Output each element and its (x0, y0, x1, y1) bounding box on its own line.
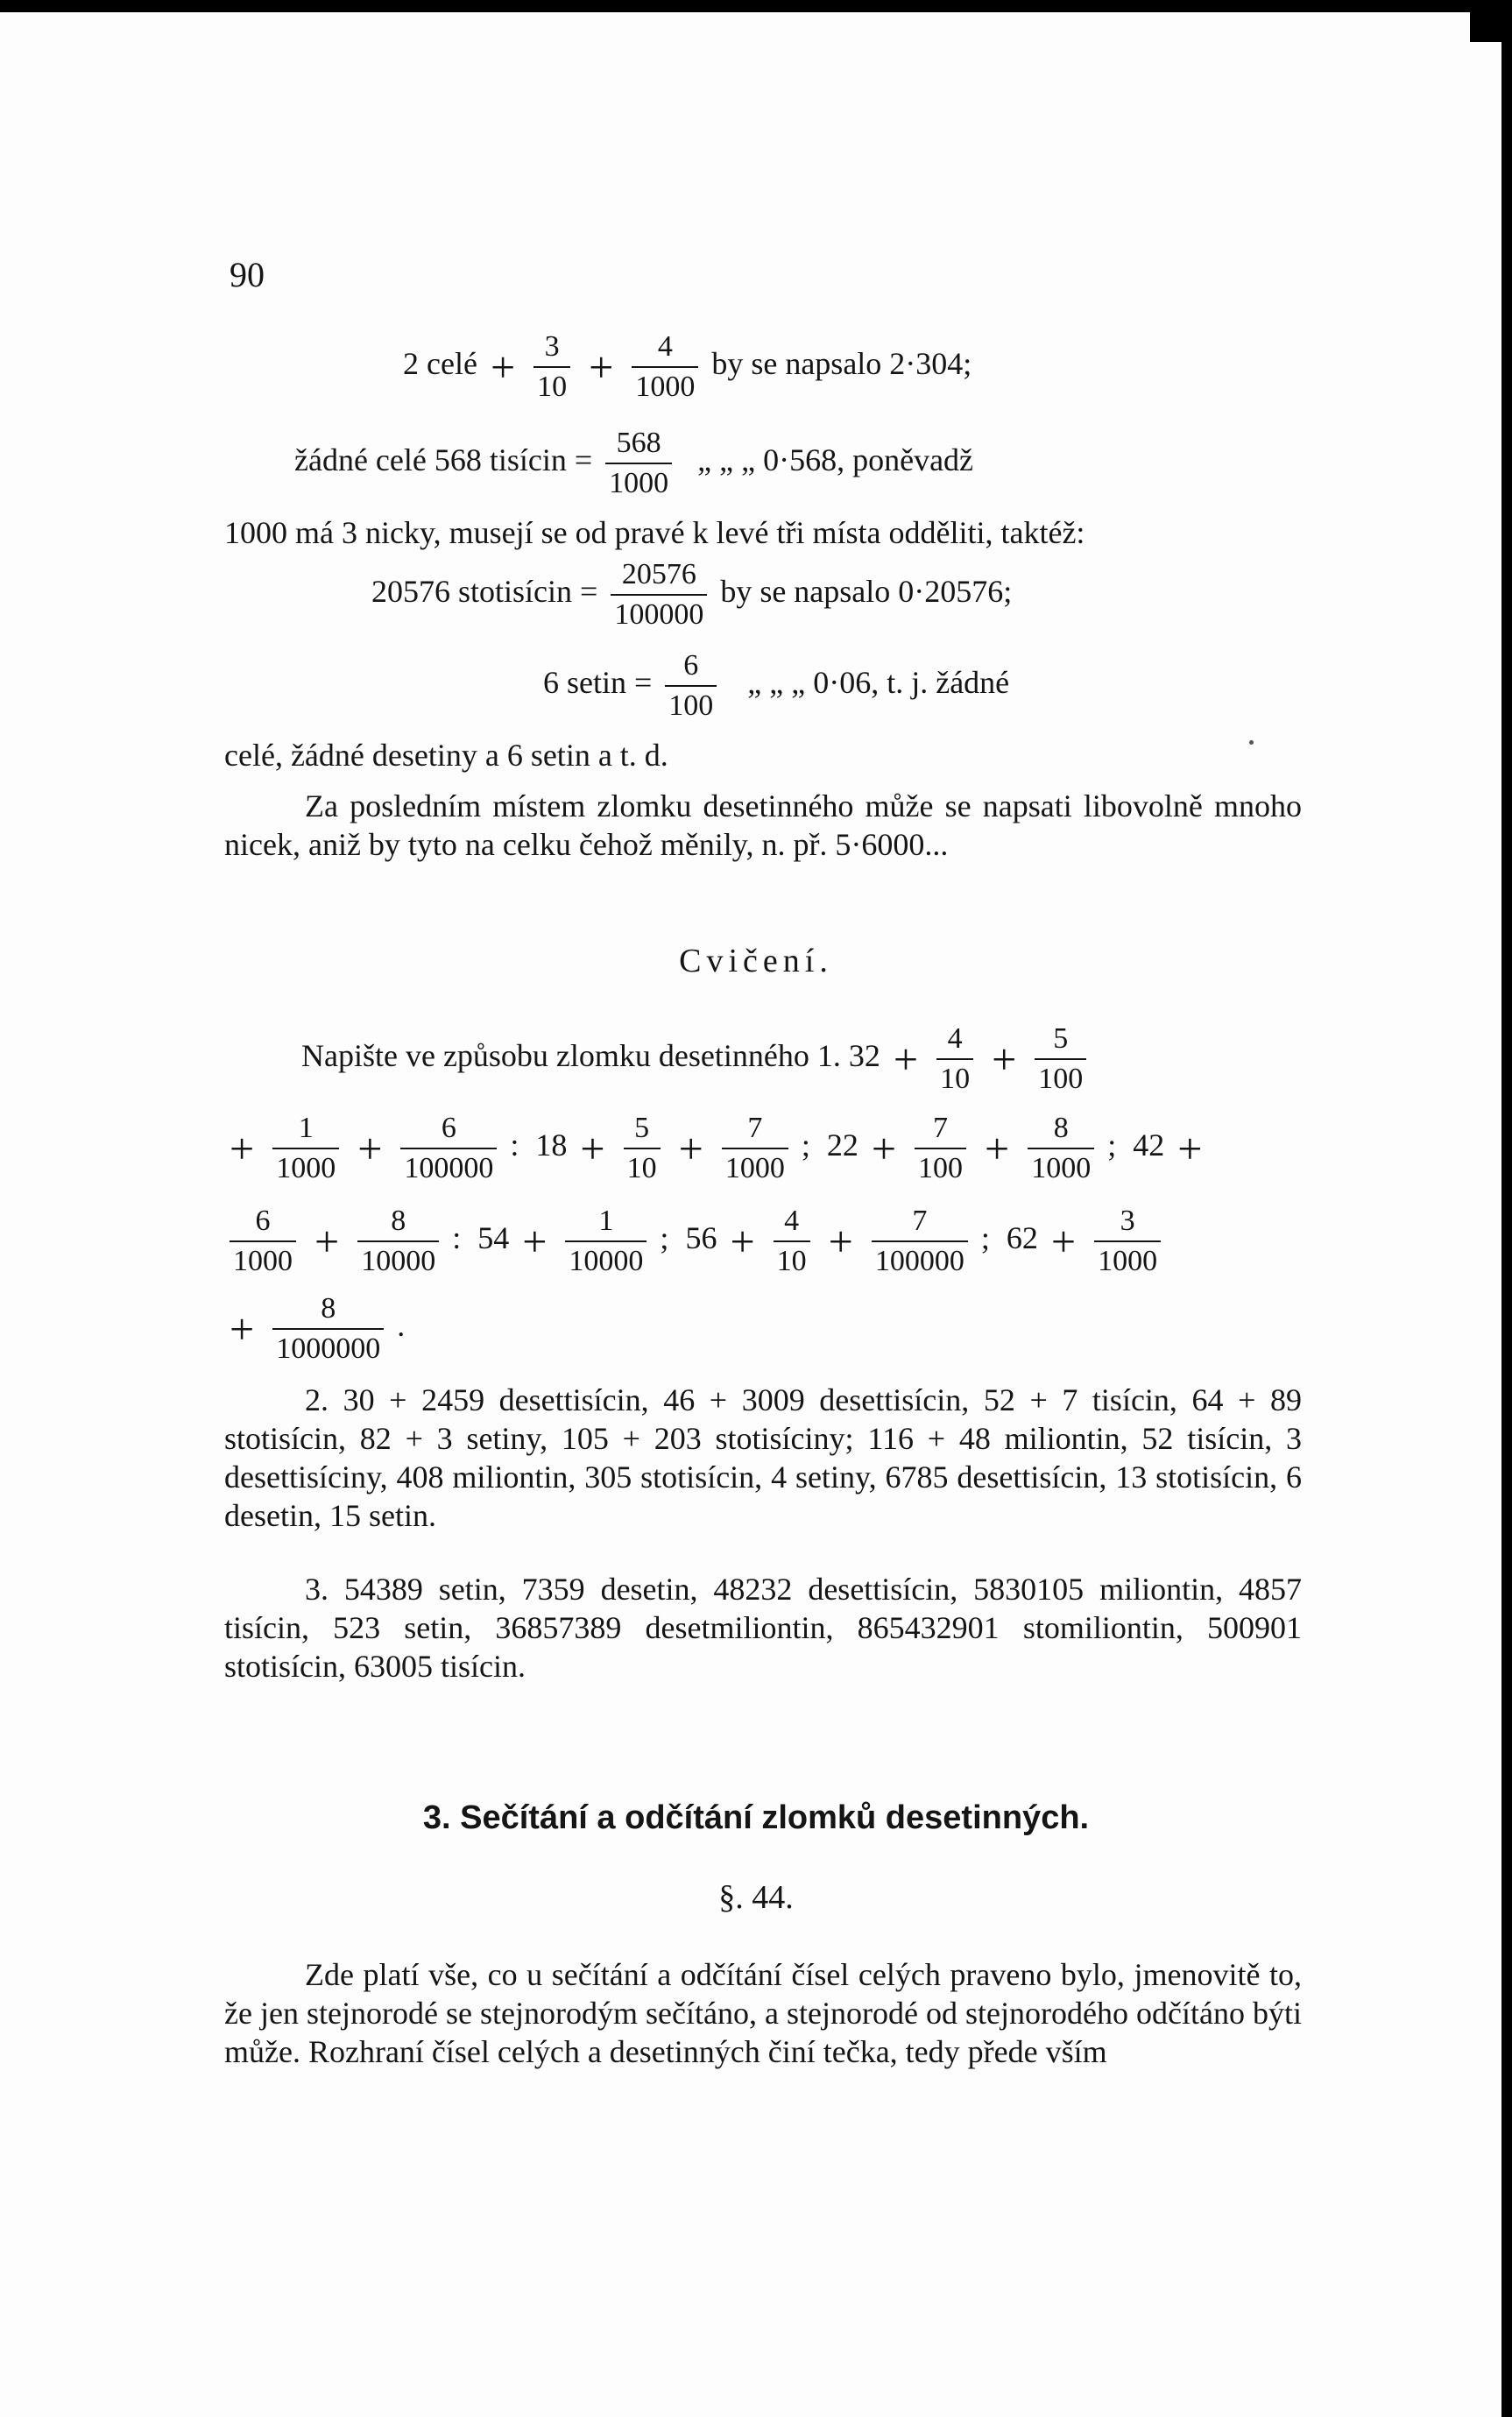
fraction (632, 331, 698, 402)
text: žádné celé 568 tisícin = (294, 442, 593, 477)
fraction (872, 1205, 968, 1276)
denominator: 10000 (565, 1240, 646, 1277)
plus-sign: + (490, 342, 516, 392)
plus-sign: + (985, 1123, 1010, 1173)
period: . (397, 1307, 406, 1343)
denominator: 100 (915, 1148, 966, 1184)
plus-sign: + (357, 1123, 383, 1173)
numerator: 6 (683, 649, 699, 682)
fraction (533, 331, 570, 402)
semicolon: ; (801, 1127, 810, 1163)
plus-sign: + (730, 1216, 755, 1266)
plus-sign: + (828, 1216, 853, 1266)
numerator: 6 (255, 1205, 271, 1237)
fraction (400, 1113, 497, 1184)
fraction (774, 1205, 810, 1276)
denominator: 1000 (1094, 1240, 1161, 1277)
section-heading: 3. Sečítání a odčítání zlomků desetinných. (422, 1799, 1090, 1836)
fraction (230, 1205, 296, 1276)
semicolon: ; (1107, 1127, 1117, 1163)
paragraph-number: §. 44. (718, 1879, 794, 1916)
numerator: 4 (784, 1205, 800, 1237)
scan-border-top (0, 0, 1512, 12)
text: 6 setin = (543, 664, 653, 700)
numerator: 7 (747, 1112, 763, 1144)
denominator: 100 (665, 685, 717, 722)
number: 56 (685, 1219, 717, 1255)
example-line-5 (543, 650, 1009, 721)
fraction (1094, 1205, 1161, 1276)
denominator: 1000 (230, 1240, 296, 1277)
numerator: 4 (947, 1022, 963, 1055)
numerator: 3 (544, 330, 560, 363)
numerator: 1 (298, 1112, 314, 1144)
fraction (611, 559, 707, 630)
exercise-1-row-2 (224, 1113, 1207, 1184)
semicolon: ; (980, 1219, 990, 1255)
fraction (915, 1113, 966, 1184)
exercise-1-row-1 (301, 1023, 1092, 1094)
scan-corner (1470, 0, 1512, 42)
denominator: 10 (533, 366, 570, 403)
fraction (936, 1023, 973, 1094)
exercise-1-row-3 (224, 1205, 1166, 1276)
fraction (565, 1205, 646, 1276)
numerator: 4 (657, 330, 673, 363)
fraction (272, 1113, 339, 1184)
semicolon: ; (660, 1219, 669, 1255)
fraction (665, 650, 717, 721)
intro-paragraph: Za posledním místem zlomku desetinného může se napsati libovolně mnoho nicek, aniž by tyto na celku čehož měnily, n. př. 5·6000... (224, 788, 1302, 862)
number: 54 (477, 1219, 510, 1255)
fraction (1028, 1113, 1094, 1184)
example-line-2 (294, 428, 973, 498)
plus-sign: + (992, 1034, 1017, 1084)
plus-sign: + (1177, 1123, 1203, 1173)
exercises-title: Cvičení. (679, 943, 833, 979)
number: 22 (826, 1127, 858, 1163)
denominator: 1000 (272, 1148, 339, 1184)
fraction (605, 428, 672, 498)
colon: : (510, 1127, 519, 1163)
numerator: 8 (321, 1292, 336, 1325)
denominator: 10 (774, 1240, 810, 1277)
example-line-4 (371, 559, 1012, 630)
number: 18 (535, 1127, 568, 1163)
text: Napište ve způsobu zlomku desetinného 1. 32 (301, 1037, 880, 1073)
number: 42 (1133, 1127, 1165, 1163)
denominator: 1000 (1028, 1148, 1094, 1184)
numerator: 7 (933, 1112, 949, 1144)
denominator: 100000 (400, 1148, 497, 1184)
plus-sign: + (589, 342, 614, 392)
plus-sign: + (893, 1034, 919, 1084)
numerator: 7 (912, 1205, 928, 1237)
text: by se napsalo 2·304; (711, 345, 972, 381)
fraction (272, 1293, 384, 1364)
page-number: 90 (230, 255, 265, 294)
scan-border-right (1501, 0, 1512, 2417)
denominator: 10 (624, 1148, 661, 1184)
denominator: 1000 (632, 366, 698, 403)
fraction (1035, 1023, 1086, 1094)
numerator: 8 (391, 1205, 406, 1237)
text: 2 celé (403, 345, 477, 381)
numerator: 1 (598, 1205, 614, 1237)
denominator: 10000 (357, 1240, 439, 1277)
denominator: 1000 (722, 1148, 788, 1184)
speck (1249, 740, 1254, 745)
plus-sign: + (522, 1216, 548, 1266)
numerator: 3 (1120, 1205, 1135, 1237)
exercise-3: 3. 54389 setin, 7359 desetin, 48232 desettisícin, 5830105 miliontin, 4857 tisícin, 523 setin, 36857389 desetmiliontin, 865432901 stomiliontin, 500901 stotisícin, 63005 tisícin. (224, 1572, 1302, 1684)
number: 62 (1006, 1219, 1038, 1255)
numerator: 8 (1053, 1112, 1069, 1144)
plus-sign: + (1050, 1216, 1077, 1266)
numerator: 5 (634, 1112, 650, 1144)
exercise-2: 2. 30 + 2459 desettisícin, 46 + 3009 desettisícin, 52 + 7 tisícin, 64 + 89 stotisícin, 82 + 3 setiny, 105 + 203 stotisíciny; 116 + 48 miliontin, 52 tisícin, 3 desettisíciny, 408 miliontin, 305 stotisícin, 4 setiny, 6785 desettisícin, 13 stotisícin, 6 desetin, 15 setin. (224, 1382, 1302, 1533)
denominator: 1000000 (272, 1328, 384, 1365)
denominator: 1000 (605, 463, 672, 499)
numerator: 6 (441, 1112, 456, 1144)
denominator: 10 (936, 1058, 973, 1095)
example-line-3: 1000 má 3 nicky, musejí se od pravé k levé tři místa odděliti, taktéž: (224, 515, 1085, 550)
example-line-6: celé, žádné desetiny a 6 setin a t. d. (224, 738, 668, 773)
denominator: 100 (1035, 1058, 1086, 1095)
fraction (357, 1205, 439, 1276)
fraction (624, 1113, 661, 1184)
example-line-1 (403, 331, 971, 402)
text: by se napsalo 0·20576; (720, 573, 1013, 609)
section-paragraph: Zde platí vše, co u sečítání a odčítání čísel celých praveno bylo, jmenovitě to, že jen stejnorodé se stejnorodým sečítáno, a stejnorodé od stejnorodého odčítáno býti může. Rozhraní čísel celých a desetinných činí tečka, tedy přede vším (224, 1957, 1302, 2069)
plus-sign: + (230, 1123, 255, 1173)
plus-sign: + (871, 1123, 897, 1173)
numerator: 5 (1053, 1022, 1069, 1055)
exercise-1-row-4 (224, 1293, 405, 1364)
text: „ „ „ 0·06, t. j. žádné (747, 664, 1010, 700)
denominator: 100000 (611, 594, 707, 631)
numerator: 568 (616, 427, 661, 459)
text: „ „ „ 0·568, poněvadž (697, 442, 974, 477)
plus-sign: + (678, 1123, 703, 1173)
colon: : (452, 1219, 462, 1255)
fraction (722, 1113, 788, 1184)
plus-sign: + (580, 1123, 605, 1173)
plus-sign: + (314, 1216, 340, 1266)
denominator: 100000 (872, 1240, 968, 1277)
numerator: 20576 (621, 558, 696, 590)
plus-sign: + (230, 1304, 255, 1353)
text: 20576 stotisícin = (371, 573, 598, 609)
